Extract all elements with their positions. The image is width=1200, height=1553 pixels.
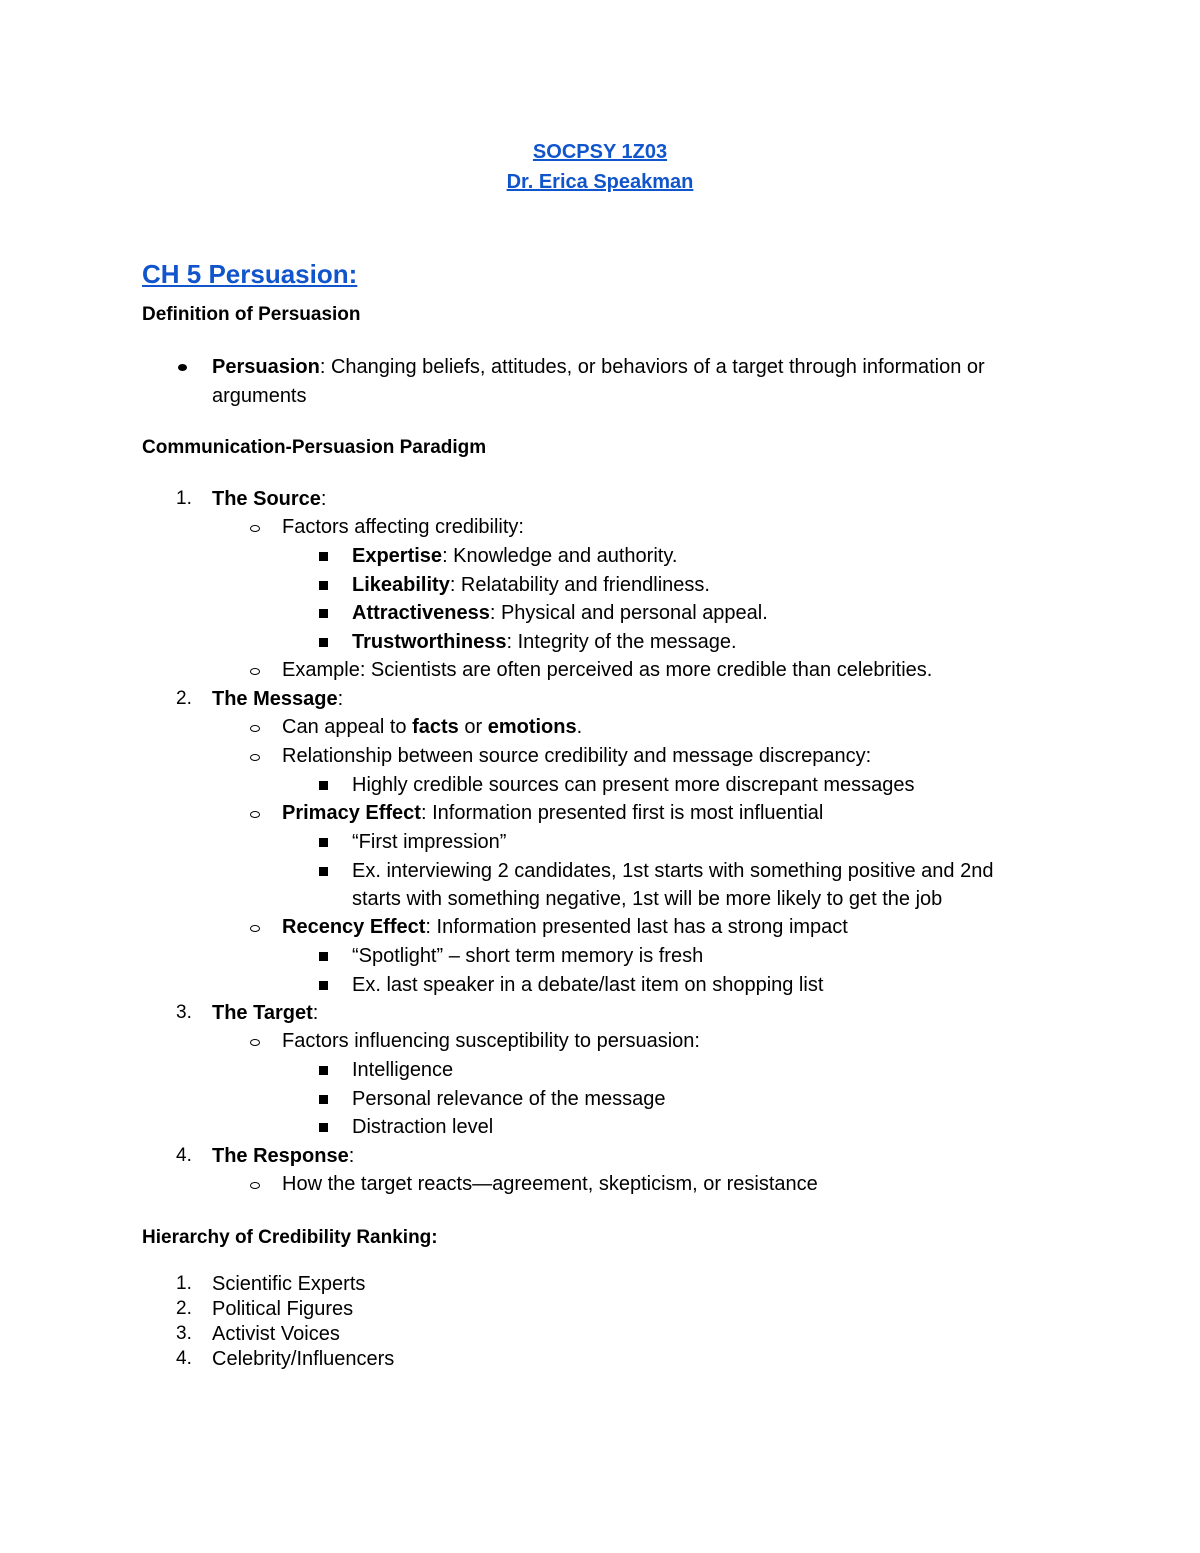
recency-sub-2: Ex. last speaker in a debate/last item on shopping list bbox=[352, 974, 824, 996]
course-code-link[interactable]: SOCPSY 1Z03 bbox=[532, 141, 668, 163]
square-bullet-icon bbox=[319, 552, 328, 561]
circle-bullet-icon bbox=[250, 1039, 260, 1046]
primacy-sub-1: “First impression” bbox=[352, 831, 507, 853]
square-bullet-icon bbox=[319, 867, 328, 876]
colon: : bbox=[348, 1145, 355, 1167]
list-number: 2. bbox=[176, 688, 192, 709]
response-label: The Response bbox=[212, 1145, 349, 1167]
recency-effect bbox=[282, 913, 848, 941]
primacy-effect bbox=[282, 799, 823, 827]
definition-line bbox=[212, 353, 985, 381]
target-factor: Intelligence bbox=[352, 1059, 454, 1081]
square-bullet-icon bbox=[319, 609, 328, 618]
colon: : bbox=[312, 1002, 319, 1024]
factor-text: : Relatability and friendliness. bbox=[449, 574, 710, 596]
target-label: The Target bbox=[212, 1002, 313, 1024]
circle-bullet-icon bbox=[250, 754, 260, 761]
appeal-emotions: emotions bbox=[487, 716, 577, 738]
colon: : bbox=[337, 688, 344, 710]
source-label: The Source bbox=[212, 488, 321, 510]
factor-likeability bbox=[352, 571, 710, 599]
message-item bbox=[212, 685, 343, 713]
recency-text: : Information presented last has a strong impact bbox=[425, 916, 848, 938]
factor-text: : Knowledge and authority. bbox=[442, 545, 678, 567]
factor-text: : Physical and personal appeal. bbox=[489, 602, 768, 624]
factor-text: : Integrity of the message. bbox=[506, 631, 737, 653]
factor-term: Likeability bbox=[352, 574, 450, 596]
appeal-end: . bbox=[576, 716, 583, 738]
circle-bullet-icon bbox=[250, 725, 260, 732]
hierarchy-item: Celebrity/Influencers bbox=[212, 1348, 395, 1370]
factor-term: Trustworthiness bbox=[352, 631, 507, 653]
square-bullet-icon bbox=[319, 1095, 328, 1104]
list-number: 4. bbox=[176, 1145, 192, 1166]
square-bullet-icon bbox=[319, 838, 328, 847]
hierarchy-item: Activist Voices bbox=[212, 1323, 340, 1345]
factor-term: Attractiveness bbox=[352, 602, 490, 624]
circle-bullet-icon bbox=[250, 668, 260, 675]
target-item bbox=[212, 999, 318, 1027]
square-bullet-icon bbox=[319, 981, 328, 990]
message-relationship: Relationship between source credibility and message discrepancy: bbox=[282, 745, 872, 767]
circle-bullet-icon bbox=[250, 1182, 260, 1189]
hierarchy-heading: Hierarchy of Credibility Ranking: bbox=[142, 1227, 438, 1248]
square-bullet-icon bbox=[319, 781, 328, 790]
list-number: 2. bbox=[176, 1298, 192, 1319]
chapter-title[interactable]: CH 5 Persuasion: bbox=[142, 259, 358, 289]
list-number: 3. bbox=[176, 1002, 192, 1023]
source-example: Example: Scientists are often perceived as more credible than celebrities. bbox=[282, 659, 933, 681]
relationship-sub: Highly credible sources can present more discrepant messages bbox=[352, 774, 915, 796]
list-number: 3. bbox=[176, 1323, 192, 1344]
factor-attractiveness bbox=[352, 599, 768, 627]
paradigm-heading: Communication-Persuasion Paradigm bbox=[142, 437, 487, 458]
response-item bbox=[212, 1142, 354, 1170]
list-number: 4. bbox=[176, 1348, 192, 1369]
recency-term: Recency Effect bbox=[282, 916, 426, 938]
appeal-or: or bbox=[458, 716, 488, 738]
circle-bullet-icon bbox=[250, 525, 260, 532]
factor-trustworthiness bbox=[352, 628, 737, 656]
primacy-text: : Information presented first is most influential bbox=[420, 802, 824, 824]
hierarchy-item: Scientific Experts bbox=[212, 1273, 366, 1295]
colon: : bbox=[320, 488, 327, 510]
factor-expertise bbox=[352, 542, 677, 570]
appeal-prefix: Can appeal to bbox=[282, 716, 413, 738]
circle-bullet-icon bbox=[250, 925, 260, 932]
response-text: How the target reacts—agreement, skepticism, or resistance bbox=[282, 1173, 818, 1195]
definition-heading: Definition of Persuasion bbox=[142, 304, 361, 325]
square-bullet-icon bbox=[319, 1123, 328, 1132]
hierarchy-item: Political Figures bbox=[212, 1298, 354, 1320]
bullet-icon bbox=[178, 364, 187, 371]
square-bullet-icon bbox=[319, 952, 328, 961]
appeal-facts: facts bbox=[412, 716, 459, 738]
target-factor: Personal relevance of the message bbox=[352, 1088, 666, 1110]
list-number: 1. bbox=[176, 1273, 192, 1294]
message-label: The Message bbox=[212, 688, 338, 710]
list-number: 1. bbox=[176, 488, 192, 509]
definition-line-2: arguments bbox=[212, 385, 307, 407]
target-factor: Distraction level bbox=[352, 1116, 494, 1138]
primacy-term: Primacy Effect bbox=[282, 802, 421, 824]
instructor-link[interactable]: Dr. Erica Speakman bbox=[506, 171, 694, 193]
definition-term: Persuasion bbox=[212, 356, 320, 378]
circle-bullet-icon bbox=[250, 811, 260, 818]
recency-sub-1: “Spotlight” – short term memory is fresh bbox=[352, 945, 704, 967]
square-bullet-icon bbox=[319, 1066, 328, 1075]
definition-text: : Changing beliefs, attitudes, or behaviors of a target through information or bbox=[319, 356, 985, 378]
factor-term: Expertise bbox=[352, 545, 443, 567]
target-intro: Factors influencing susceptibility to persuasion: bbox=[282, 1030, 700, 1052]
primacy-sub-2: Ex. interviewing 2 candidates, 1st starts with something positive and 2nd bbox=[352, 860, 994, 882]
square-bullet-icon bbox=[319, 638, 328, 647]
square-bullet-icon bbox=[319, 581, 328, 590]
message-appeal bbox=[282, 713, 582, 741]
source-item bbox=[212, 485, 326, 513]
primacy-sub-2-cont: starts with something negative, 1st will be more likely to get the job bbox=[352, 888, 943, 910]
source-factors-intro: Factors affecting credibility: bbox=[282, 516, 524, 538]
